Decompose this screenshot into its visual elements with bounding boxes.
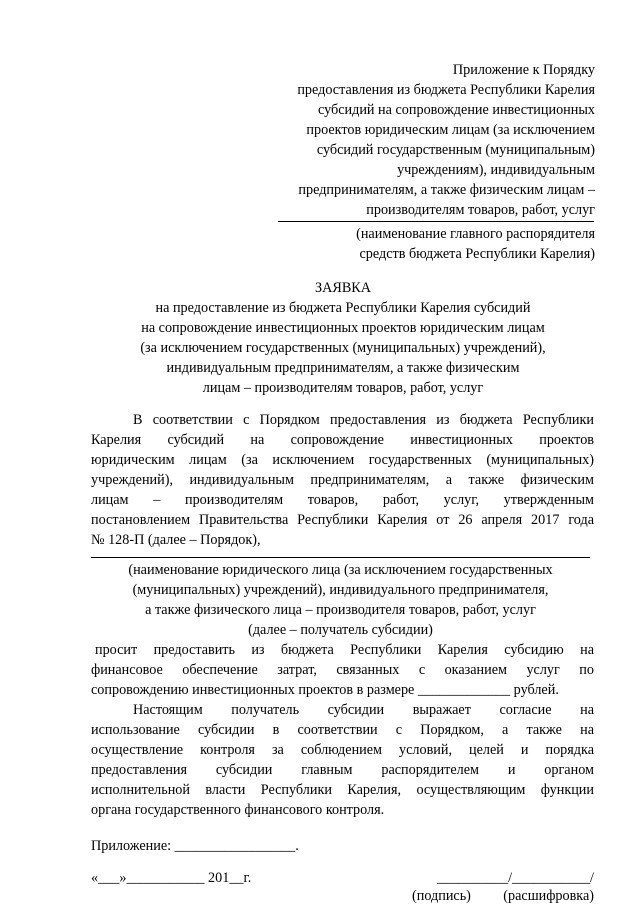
appendix-line: субсидий на сопровождение инвестиционных [317, 102, 595, 118]
applicant-caption: (наименование юридического лица (за исключением государственных [128, 562, 553, 578]
applicant-blank-line [91, 557, 590, 558]
document-subtitle: на предоставление из бюджета Республики Карелия субсидий [155, 300, 531, 316]
document-subtitle: на сопровождение инвестиционных проектов юридическим лицам [141, 320, 545, 336]
appendix-line: учреждениям), индивидуальным [397, 162, 595, 178]
appendix-line: Приложение к Порядку [452, 62, 595, 78]
paragraph-line: лицам – производителям товаров, работ, услуг, утвержденным [91, 492, 594, 508]
paragraph-line: просит предоставить из бюджета Республики Карелия субсидию на [95, 642, 594, 658]
signature-caption-decode: (расшифровка) [503, 888, 594, 904]
paragraph-line: исполнительной власти Республики Карелия, осуществляющим функции [91, 782, 594, 798]
applicant-caption: а также физического лица – производителя товаров, работ, услуг [145, 602, 536, 618]
paragraph-line: предоставления субсидии главным распорядителем и органом [91, 762, 594, 778]
document-title: ЗАЯВКА [315, 280, 371, 296]
paragraph-line: № 128-П (далее – Порядок), [91, 532, 261, 548]
signature-line: __________/___________/ [437, 870, 594, 886]
paragraph-line: постановлением Правительства Республики Карелия от 26 апреля 2017 года [91, 512, 594, 528]
appendix-line: проектов юридическим лицам (за исключением [306, 122, 595, 138]
attachment-line: Приложение: _________________. [91, 838, 299, 854]
paragraph-line: использование субсидии в соответствии с Порядком, а также на [91, 722, 594, 738]
paragraph-line: осуществление контроля за соблюдением условий, целей и порядка [91, 742, 594, 758]
signature-caption-sign: (подпись) [412, 888, 471, 904]
document-subtitle: лицам – производителям товаров, работ, услуг [202, 380, 484, 396]
paragraph-line: сопровождению инвестиционных проектов в размере _____________ рублей. [91, 682, 559, 698]
document-subtitle: индивидуальным предпринимателям, а также физическим [166, 360, 520, 376]
recipient-blank-line [278, 221, 594, 222]
applicant-caption: (далее – получатель субсидии) [248, 622, 433, 638]
paragraph-line: органа государственного финансового контроля. [91, 802, 385, 818]
document-subtitle: (за исключением государственных (муниципальных) учреждений), [140, 340, 546, 356]
date-line: «___»___________ 201__г. [91, 870, 252, 886]
paragraph-line: В соответствии с Порядком предоставления из бюджета Республики [133, 412, 594, 428]
paragraph-line: Карелия субсидий на сопровождение инвестиционных проектов [91, 432, 594, 448]
paragraph-line: Настоящим получатель субсидии выражает согласие на [133, 702, 594, 718]
recipient-caption: (наименование главного распорядителя [356, 226, 595, 242]
applicant-caption: (муниципальных) учреждений), индивидуального предпринимателя, [132, 582, 549, 598]
paragraph-line: юридическим лицам (за исключением государственных (муниципальных) [91, 452, 594, 468]
recipient-caption: средств бюджета Республики Карелия) [359, 246, 595, 262]
appendix-line: предпринимателям, а также физическим лицам – [298, 182, 595, 198]
paragraph-line: финансовое обеспечение затрат, связанных с оказанием услуг по [91, 662, 594, 678]
appendix-line: предоставления из бюджета Республики Карелия [297, 82, 595, 98]
appendix-line: субсидий государственным (муниципальным) [316, 142, 595, 158]
paragraph-line: учреждений), индивидуальным предпринимателям, а также физическим [91, 472, 594, 488]
appendix-line: производителям товаров, работ, услуг [366, 202, 595, 218]
